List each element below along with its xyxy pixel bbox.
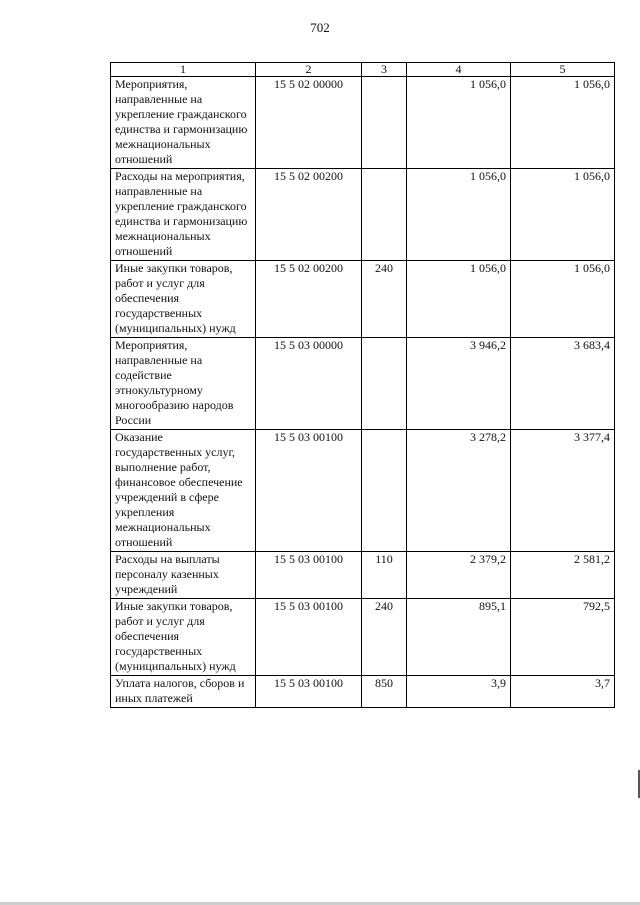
row-name: Мероприятия, направленные на содействие этнокультурному многообразию народов России (111, 338, 256, 430)
row-value-col5: 3 377,4 (511, 430, 615, 552)
column-header: 2 (256, 63, 362, 77)
row-value-col4: 895,1 (407, 599, 511, 676)
row-code: 15 5 03 00100 (256, 599, 362, 676)
row-name: Иные закупки товаров, работ и услуг для обеспечения государственных (муниципальных) нужд (111, 261, 256, 338)
table-row (111, 77, 615, 169)
row-expense-type (362, 77, 407, 169)
row-value-col5: 1 056,0 (511, 261, 615, 338)
row-name: Уплата налогов, сборов и иных платежей (111, 676, 256, 708)
row-value-col4: 1 056,0 (407, 261, 511, 338)
row-code: 15 5 02 00200 (256, 261, 362, 338)
row-value-col5: 1 056,0 (511, 77, 615, 169)
row-expense-type: 240 (362, 599, 407, 676)
column-header: 3 (362, 63, 407, 77)
row-value-col5: 792,5 (511, 599, 615, 676)
row-expense-type (362, 338, 407, 430)
row-name: Расходы на мероприятия, направленные на укрепление гражданского единства и гармонизацию межнациональных отношений (111, 169, 256, 261)
row-value-col5: 3 683,4 (511, 338, 615, 430)
row-value-col4: 3 278,2 (407, 430, 511, 552)
row-code: 15 5 03 00100 (256, 552, 362, 599)
column-header: 4 (407, 63, 511, 77)
row-expense-type (362, 430, 407, 552)
page-number: 702 (310, 20, 330, 35)
table-row (111, 599, 615, 676)
row-expense-type: 110 (362, 552, 407, 599)
row-value-col5: 1 056,0 (511, 169, 615, 261)
row-name: Оказание государственных услуг, выполнение работ, финансовое обеспечение учреждений в сфере укрепления межнациональных отношений (111, 430, 256, 552)
table-row (111, 552, 615, 599)
row-code: 15 5 02 00200 (256, 169, 362, 261)
table-row (111, 261, 615, 338)
row-value-col4: 3 946,2 (407, 338, 511, 430)
column-header: 5 (511, 63, 615, 77)
row-code: 15 5 03 00100 (256, 676, 362, 708)
row-code: 15 5 03 00100 (256, 430, 362, 552)
table-row (111, 338, 615, 430)
row-expense-type: 240 (362, 261, 407, 338)
column-header: 1 (111, 63, 256, 77)
table-row (111, 169, 615, 261)
budget-table (110, 62, 615, 708)
table-header-row (111, 63, 615, 77)
table-row (111, 430, 615, 552)
row-name: Расходы на выплаты персоналу казенных учреждений (111, 552, 256, 599)
row-code: 15 5 02 00000 (256, 77, 362, 169)
row-expense-type: 850 (362, 676, 407, 708)
row-name: Иные закупки товаров, работ и услуг для обеспечения государственных (муниципальных) нужд (111, 599, 256, 676)
row-expense-type (362, 169, 407, 261)
row-value-col4: 2 379,2 (407, 552, 511, 599)
row-code: 15 5 03 00000 (256, 338, 362, 430)
row-value-col5: 2 581,2 (511, 552, 615, 599)
table-row (111, 676, 615, 708)
row-value-col5: 3,7 (511, 676, 615, 708)
row-value-col4: 3,9 (407, 676, 511, 708)
row-name: Мероприятия, направленные на укрепление гражданского единства и гармонизацию межнациональных отношений (111, 77, 256, 169)
row-value-col4: 1 056,0 (407, 169, 511, 261)
row-value-col4: 1 056,0 (407, 77, 511, 169)
